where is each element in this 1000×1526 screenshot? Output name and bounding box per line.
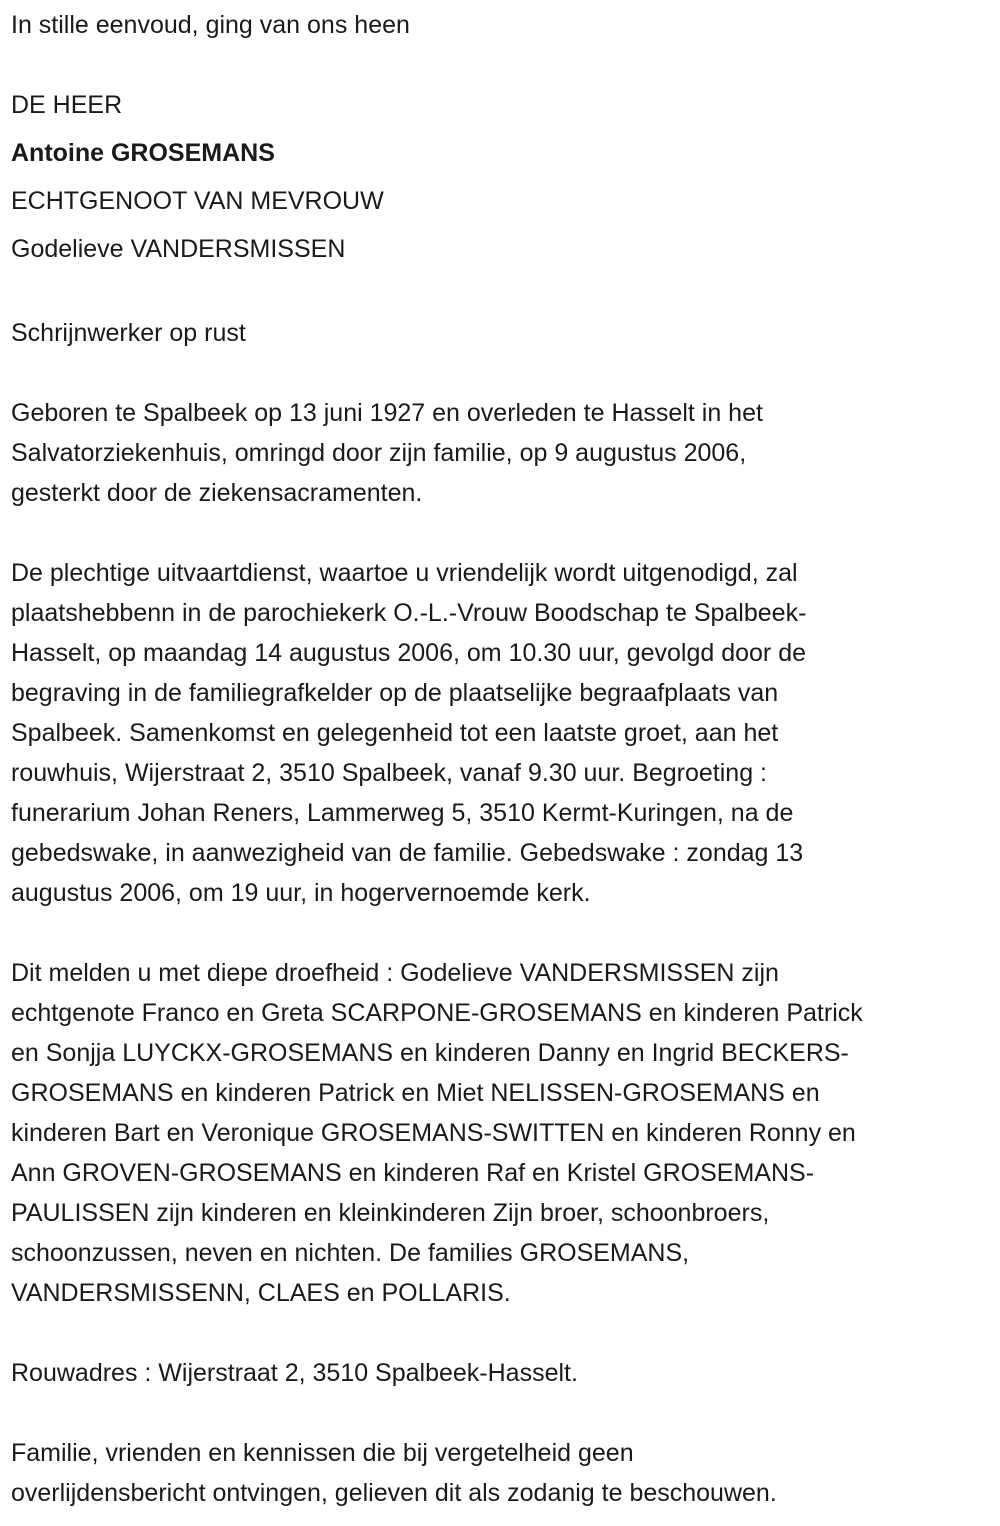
deceased-header [11,81,1000,273]
text-line: Dit melden u met diepe droefheid : Godelieve VANDERSMISSEN zijn [11,959,779,987]
text-line: begraving in de familiegrafkelder op de plaatselijke begraafplaats van [11,679,779,707]
intro-text: In stille eenvoud, ging van ons heen [11,11,410,39]
text-line: echtgenote Franco en Greta SCARPONE-GROSEMANS en kinderen Patrick [11,999,863,1027]
family-paragraph [11,953,1000,1313]
text-line: Hasselt, op maandag 14 augustus 2006, om 10.30 uur, gevolgd door de [11,639,807,667]
spacer [11,1313,1000,1353]
text-line: Salvatorziekenhuis, omringd door zijn familie, op 9 augustus 2006, [11,439,747,467]
honorific: DE HEER [11,91,123,119]
text-line: Spalbeek. Samenkomst en gelegenheid tot een laatste groet, aan het [11,719,779,747]
text-line: PAULISSEN zijn kinderen en kleinkinderen Zijn broer, schoonbroers, [11,1199,770,1227]
text-line: Familie, vrienden en kennissen die bij vergetelheid geen [11,1439,634,1467]
relation-label: ECHTGENOOT VAN MEVROUW [11,187,384,215]
text-line: overlijdensbericht ontvingen, gelieven dit als zodanig te beschouwen. [11,1479,777,1507]
spouse-name: Godelieve VANDERSMISSEN [11,235,346,263]
text-line: Ann GROVEN-GROSEMANS en kinderen Raf en Kristel GROSEMANS- [11,1159,815,1187]
spacer [11,1393,1000,1433]
text-line: gebedswake, in aanwezigheid van de familie. Gebedswake : zondag 13 [11,839,804,867]
spacer [11,353,1000,393]
text-line: rouwhuis, Wijerstraat 2, 3510 Spalbeek, vanaf 9.30 uur. Begroeting : [11,759,768,787]
text-line: VANDERSMISSENN, CLAES en POLLARIS. [11,1279,511,1307]
funeral-paragraph [11,553,1000,913]
text-line: kinderen Bart en Veronique GROSEMANS-SWITTEN en kinderen Ronny en [11,1119,856,1147]
text-line: en Sonjja LUYCKX-GROSEMANS en kinderen Danny en Ingrid BECKERS- [11,1039,849,1067]
text-line: gesterkt door de ziekensacramenten. [11,479,423,507]
closing-paragraph [11,1433,1000,1513]
text-line: Geboren te Spalbeek op 13 juni 1927 en overleden te Hasselt in het [11,399,763,427]
spacer [11,513,1000,553]
text-line: schoonzussen, neven en nichten. De families GROSEMANS, [11,1239,690,1267]
text-line: plaatshebbenn in de parochiekerk O.-L.-Vrouw Boodschap te Spalbeek- [11,599,807,627]
spacer [11,913,1000,953]
spacer [11,273,1000,313]
paragraphs [11,353,1000,1513]
address-paragraph [11,1353,1000,1393]
spacer [11,45,1000,81]
text-line: De plechtige uitvaartdienst, waartoe u vriendelijk wordt uitgenodigd, zal [11,559,798,587]
text-line: Rouwadres : Wijerstraat 2, 3510 Spalbeek-Hasselt. [11,1359,578,1387]
deceased-name: Antoine GROSEMANS [11,139,275,167]
occupation: Schrijnwerker op rust [11,319,246,347]
text-line: funerarium Johan Reners, Lammerweg 5, 3510 Kermt-Kuringen, na de [11,799,794,827]
birth-death-paragraph [11,393,1000,513]
text-line: augustus 2006, om 19 uur, in hogervernoemde kerk. [11,879,591,907]
text-line: GROSEMANS en kinderen Patrick en Miet NELISSEN-GROSEMANS en [11,1079,820,1107]
